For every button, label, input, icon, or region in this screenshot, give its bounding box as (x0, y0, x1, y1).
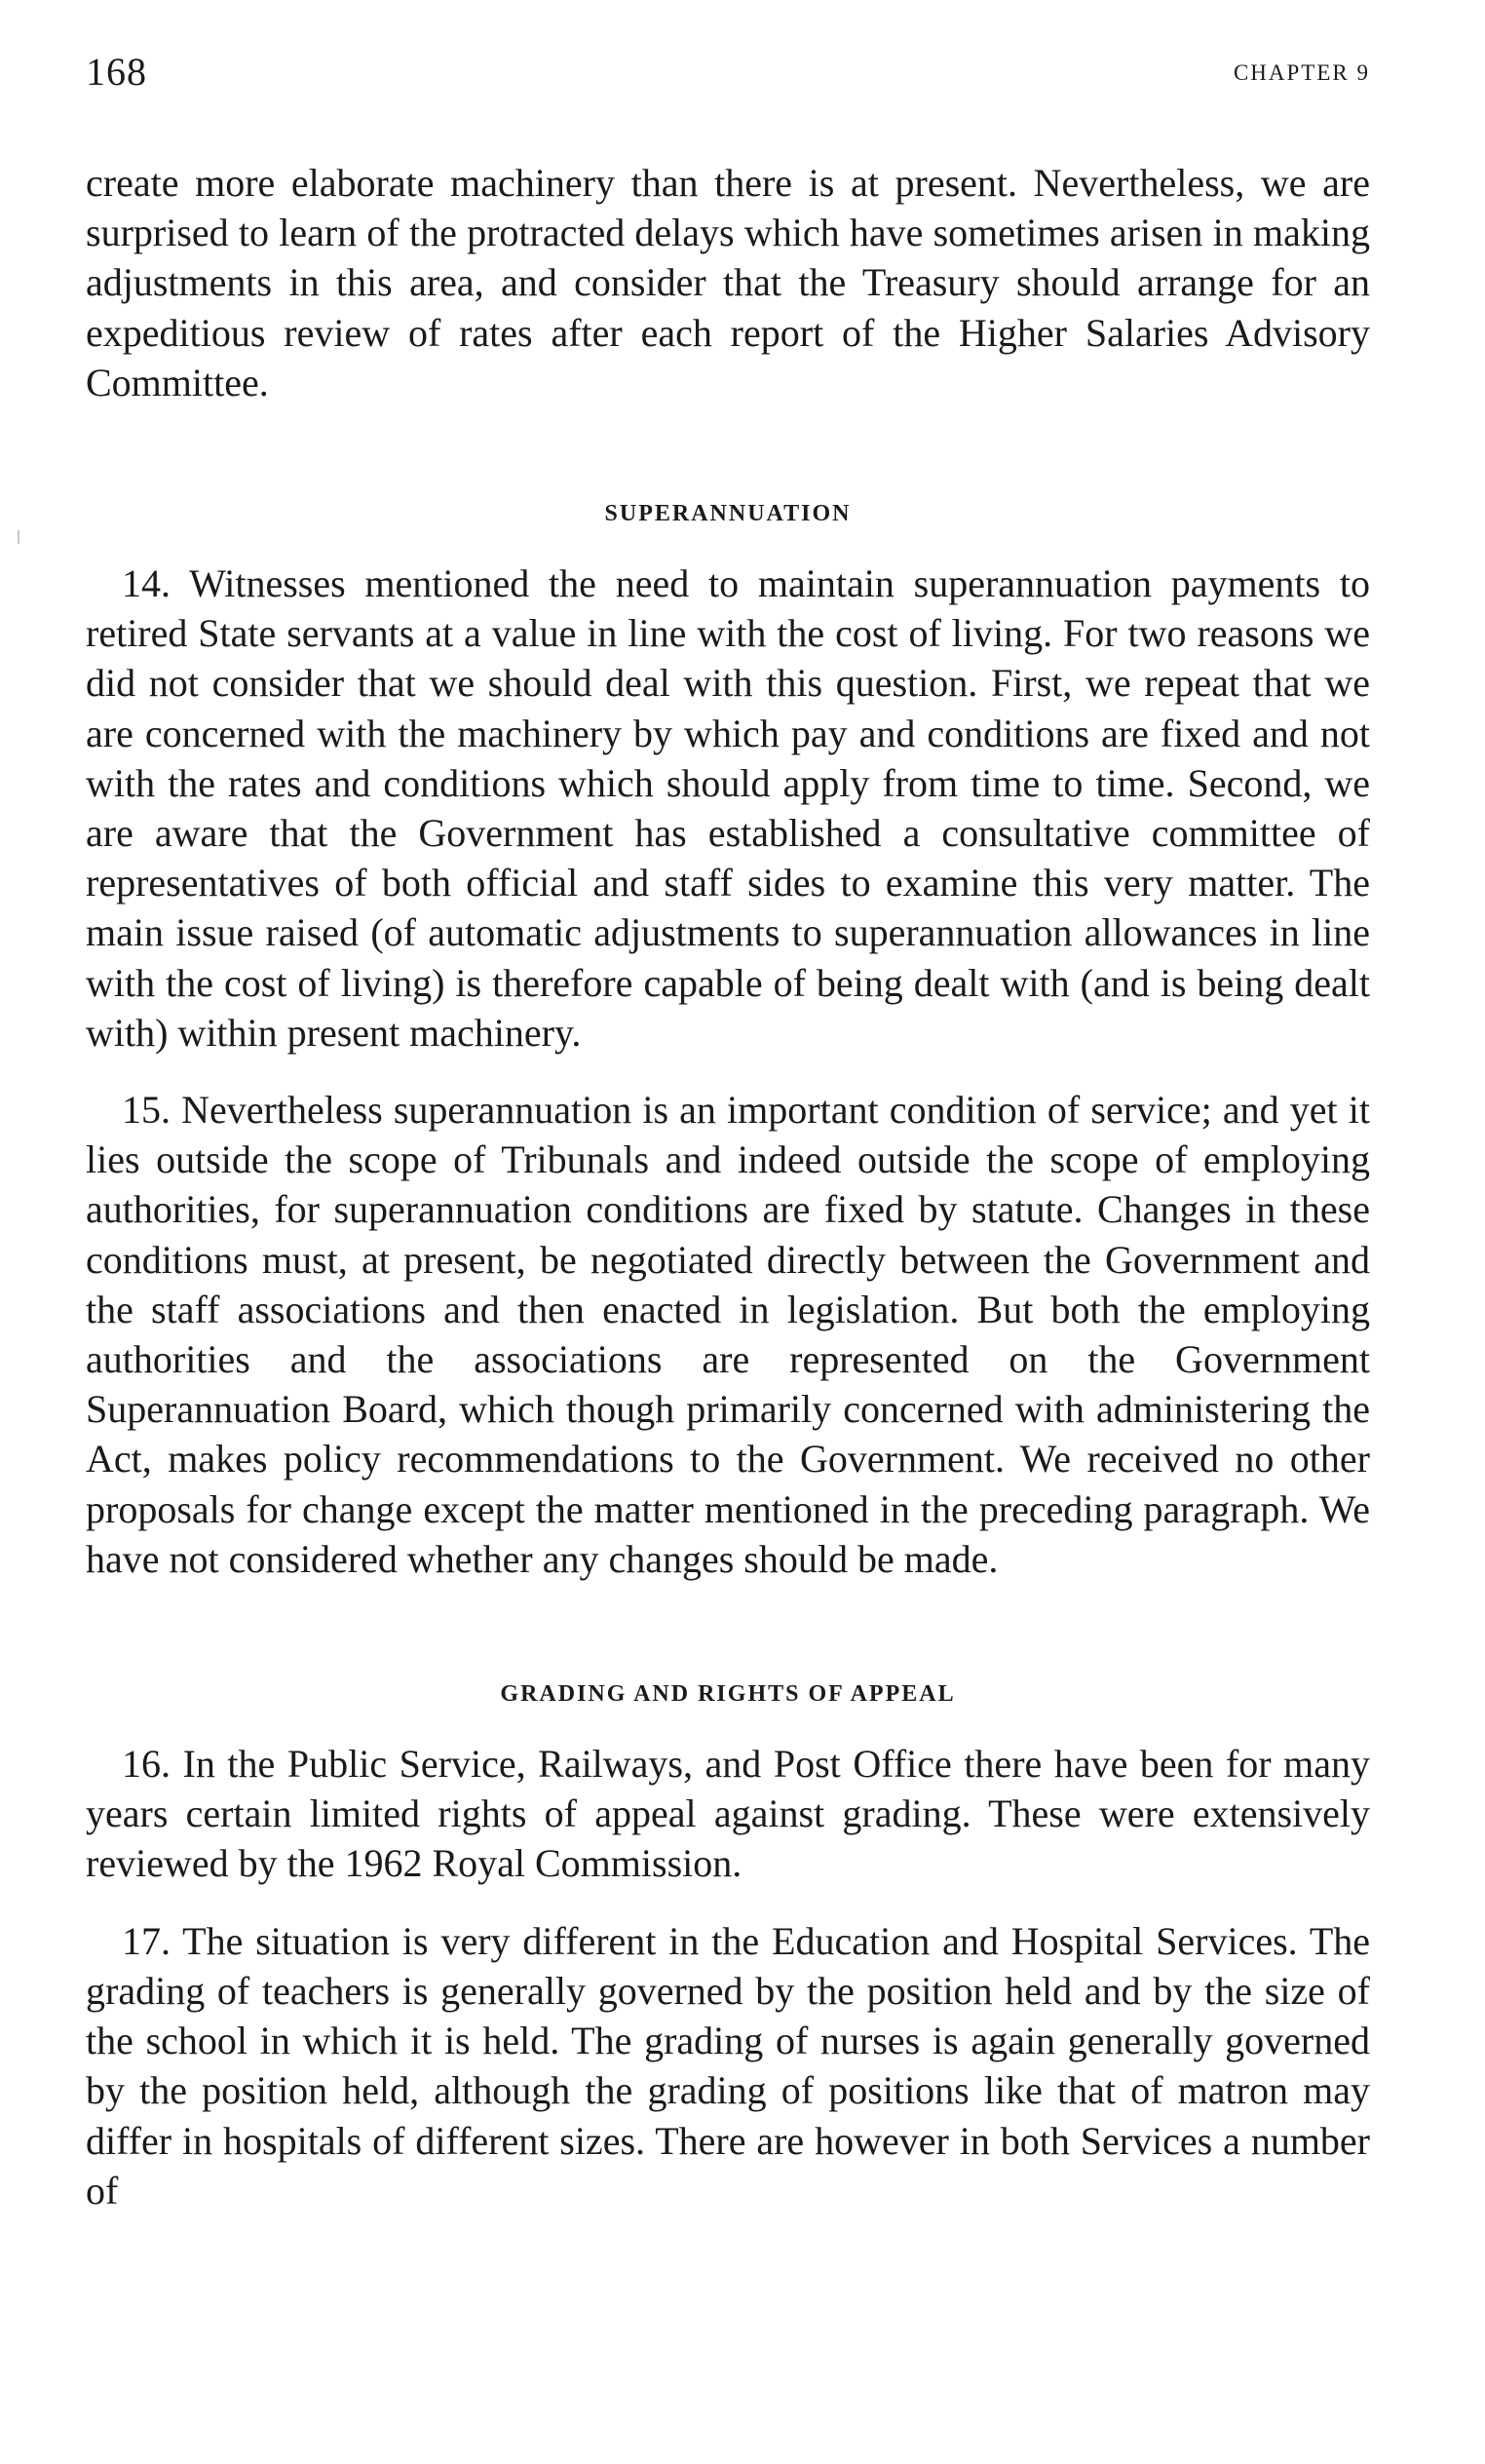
page-number: 168 (86, 50, 147, 94)
paragraph-text: The situation is very different in the Education and Hospital Services. The grading of teachers is generally governed by the position held and by the size of the school in which it is held. The grading of nurses is again generally governed by the position held, although the grading of positions like that of matron may differ in hospitals of different sizes. There are however in both Services a number of (86, 1918, 1371, 2213)
paragraph-number: 14. (122, 561, 171, 606)
paragraph-number: 15. (122, 1088, 171, 1133)
continuation-paragraph: create more elaborate machinery than there is at present. Nevertheless, we are surprised to learn of the protracted delays which have sometimes arisen in making adjustments in this area, and consider that the Treasury should arrange for an expeditious review of rates after each report of the Higher Salaries Advisory Committee. (86, 161, 1370, 404)
section-heading-grading-appeal: GRADING AND RIGHTS OF APPEAL (500, 1681, 956, 1708)
paragraph-text: In the Public Service, Railways, and Post Office there have been for many years certain limited rights of appeal against grading. These were extensively reviewed by the 1962 Royal Commission. (86, 1742, 1371, 1886)
paragraph-text: Nevertheless superannuation is an important condition of service; and yet it lies outside the scope of Tribunals and indeed outside the scope of employing authorities, for superannuation conditions are fixed by statute. Changes in these conditions must, at present, be negotiated directly between the Government and the staff associations and then enacted in legislation. But both the employing authorities and the associations are represented on the Government Superannuation Board, which though primarily concerned with administering the Act, makes policy recommendations to the Government. We received no other proposals for change except the matter mentioned in the preceding paragraph. We have not considered whether any changes should be made. (86, 1088, 1371, 1581)
margin-scan-mark (18, 530, 19, 544)
running-header (86, 49, 1370, 117)
section-heading-superannuation: SUPERANNUATION (604, 501, 852, 527)
chapter-label: CHAPTER 9 (1233, 60, 1370, 85)
paragraph-15 (86, 1085, 1370, 1584)
paragraph-text: Witnesses mentioned the need to maintain superannuation payments to retired State servants at a value in line with the cost of living. For two reasons we did not consider that we should deal with this question. First, we repeat that we are concerned with the machinery by which pay and conditions are fixed and not with the rates and conditions which should apply from time to time. Second, we are aware that the Government has established a consultative committee of representatives of both official and staff sides to examine this very matter. The main issue raised (of automatic adjustments to superannuation allowances in line with the cost of living) is therefore capable of being dealt with (and is being dealt with) within present machinery. (86, 561, 1370, 1055)
paragraph-number: 16. (122, 1742, 171, 1787)
paragraph-14 (86, 558, 1370, 1058)
book-page (86, 49, 1370, 2215)
paragraph-16 (86, 1739, 1370, 1889)
paragraph-17 (86, 1916, 1370, 2215)
paragraph-number: 17. (122, 1918, 171, 1963)
